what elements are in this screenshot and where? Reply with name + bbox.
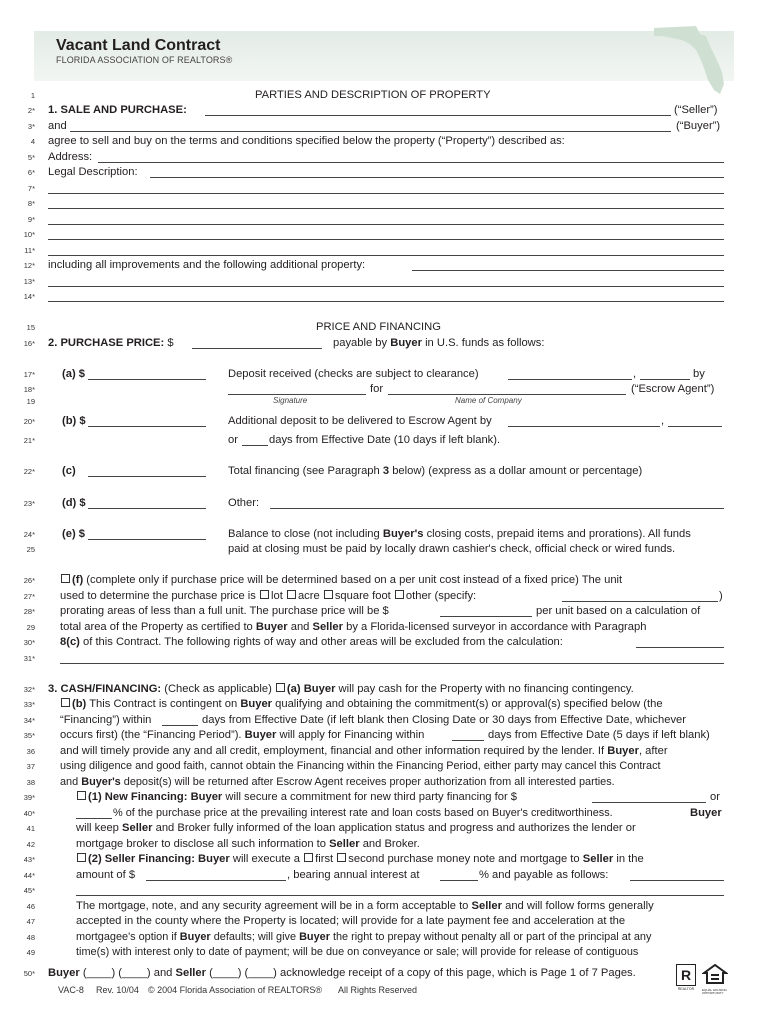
financing-text: days from Effective Date (if left blank then Closing Date or 30 days from Effective Date, whichever bbox=[202, 714, 686, 726]
realtor-logo-text: R bbox=[676, 964, 696, 986]
section-1-label: 1. SALE AND PURCHASE: bbox=[48, 104, 187, 116]
balance-e-amount-field[interactable] bbox=[88, 539, 206, 540]
seller-financing-text: amount of $ bbox=[76, 869, 136, 881]
second-label: second purchase money note and mortgage to bbox=[348, 853, 580, 865]
line-4 bbox=[0, 134, 770, 148]
line-number: 48 bbox=[26, 933, 35, 942]
line-2 bbox=[0, 103, 770, 117]
new-financing-text: and Broker fully informed of the loan application status and progress and authorizes the lender or bbox=[155, 822, 636, 834]
buyer-bold: Buyer bbox=[190, 791, 223, 803]
deposit-a-by-field[interactable] bbox=[640, 379, 690, 380]
line-29 bbox=[0, 620, 770, 634]
and-text: and bbox=[290, 621, 310, 633]
agree-text: agree to sell and buy on the terms and conditions specified below the property (“Property”) described as: bbox=[48, 135, 565, 147]
other-d-text: Other: bbox=[228, 497, 260, 509]
improvements-text: including all improvements and the following additional property: bbox=[48, 259, 366, 271]
form-subtitle: FLORIDA ASSOCIATION OF REALTORS® bbox=[56, 55, 233, 65]
and-text: and bbox=[153, 967, 173, 979]
seller-financing-amount-field[interactable] bbox=[146, 880, 286, 881]
line-number: 45* bbox=[23, 886, 35, 895]
line-6 bbox=[0, 165, 770, 179]
line-21 bbox=[0, 433, 770, 447]
buyer-bold: Buyer's bbox=[382, 528, 424, 540]
comma: , bbox=[661, 415, 665, 427]
payment-terms-field[interactable] bbox=[76, 895, 724, 896]
line-15 bbox=[0, 320, 770, 334]
line-number: 32* bbox=[23, 685, 35, 694]
other-unit-checkbox[interactable] bbox=[395, 590, 404, 599]
line-number: 2* bbox=[27, 106, 35, 115]
financing-c-text: below) (express as a dollar amount or percentage) bbox=[392, 465, 643, 477]
or-text: or bbox=[710, 791, 720, 803]
line-number: 26* bbox=[23, 576, 35, 585]
first-mortgage-checkbox[interactable] bbox=[304, 853, 313, 862]
per-unit-f-text: per unit based on a calculation of bbox=[536, 605, 701, 617]
balance-e-text: paid at closing must be paid by locally drawn cashier's check, official check or wired funds. bbox=[228, 543, 676, 555]
line-44 bbox=[0, 868, 770, 882]
financing-text: , after bbox=[638, 745, 668, 757]
line-9 bbox=[0, 212, 770, 226]
line-30 bbox=[0, 635, 770, 649]
line-35 bbox=[0, 728, 770, 742]
additional-property-field[interactable] bbox=[412, 270, 724, 271]
other-d-amount-field[interactable] bbox=[88, 508, 206, 509]
additional-property-field[interactable] bbox=[48, 286, 724, 287]
form-title: Vacant Land Contract bbox=[56, 37, 221, 54]
section-2-label: 2. PURCHASE PRICE: bbox=[48, 337, 165, 349]
financing-text: qualifying and obtaining the commitment(s) or approval(s) specified below (the bbox=[275, 698, 663, 710]
line-number: 50* bbox=[23, 969, 35, 978]
balance-e-text: Balance to close (not including bbox=[228, 528, 380, 540]
line-25 bbox=[0, 542, 770, 556]
line-45 bbox=[0, 883, 770, 897]
address-field[interactable] bbox=[98, 162, 724, 163]
deposit-b-text: Additional deposit to be delivered to Escrow Agent by bbox=[228, 415, 492, 427]
line-50 bbox=[0, 966, 770, 980]
financing-c-label: (c) bbox=[62, 465, 76, 477]
by-text: by bbox=[693, 368, 705, 380]
line-number: 25 bbox=[26, 545, 35, 554]
buyer-bold: Buyer bbox=[607, 745, 639, 757]
financing-text: and will timely provide any and all credit, employment, financial and other information required by the lender. If bbox=[60, 745, 605, 757]
signature-caption: Signature bbox=[273, 396, 308, 405]
seller-bold: Seller bbox=[582, 853, 614, 865]
line-7 bbox=[0, 181, 770, 195]
realtor-caption: REALTOR bbox=[677, 987, 695, 991]
for-text: for bbox=[370, 383, 384, 395]
line-number: 40* bbox=[23, 809, 35, 818]
line-number: 36 bbox=[26, 747, 35, 756]
financing-text: will apply for Financing within bbox=[279, 729, 425, 741]
line-42 bbox=[0, 837, 770, 851]
per-unit-f-text: of this Contract. The following rights of way and other areas will be excluded from the calculation: bbox=[83, 636, 563, 648]
line-number: 8* bbox=[27, 199, 35, 208]
line-number: 44* bbox=[23, 871, 35, 880]
mortgage-text: and will follow forms generally bbox=[505, 900, 654, 912]
cash-text: will pay cash for the Property with no financing contingency. bbox=[338, 683, 634, 695]
line-1 bbox=[0, 88, 770, 102]
line-number: 5* bbox=[27, 153, 35, 162]
financing-days-field[interactable] bbox=[162, 725, 198, 726]
financing-text: “Financing”) within bbox=[60, 714, 152, 726]
comma: , bbox=[633, 368, 637, 380]
line-number: 14* bbox=[23, 292, 35, 301]
price-heading: PRICE AND FINANCING bbox=[316, 321, 441, 333]
line-number: 19 bbox=[26, 397, 35, 406]
seller-financing-text: in the bbox=[616, 853, 644, 865]
purchase-price-field[interactable] bbox=[192, 348, 322, 349]
line-23 bbox=[0, 496, 770, 510]
revision: Rev. 10/04 bbox=[96, 985, 139, 995]
additional-property-field[interactable] bbox=[48, 301, 724, 302]
financing-text: using diligence and good faith, cannot obtain the Financing within the Financing Period, either party may cancel this Contract bbox=[60, 760, 661, 772]
balance-e-label: (e) $ bbox=[62, 528, 86, 540]
line-number: 43* bbox=[23, 855, 35, 864]
legal-description-label: Legal Description: bbox=[48, 166, 138, 178]
seller-financing-text: will execute a bbox=[232, 853, 301, 865]
line-number: 49 bbox=[26, 948, 35, 957]
line-40 bbox=[0, 806, 770, 820]
line-24 bbox=[0, 527, 770, 541]
section-3-label: 3. CASH/FINANCING: bbox=[48, 683, 162, 695]
line-number: 39* bbox=[23, 793, 35, 802]
mortgage-text: accepted in the county where the Property is located; will provide for a late payment fee and acceleration at the bbox=[76, 915, 626, 927]
line-number: 6* bbox=[27, 168, 35, 177]
acre-label: acre bbox=[297, 590, 320, 602]
new-financing-text: will secure a commitment for new third party financing for $ bbox=[225, 791, 518, 803]
acknowledge-text: acknowledge receipt of a copy of this page, which is Page 1 of 7 Pages. bbox=[280, 967, 636, 979]
line-10 bbox=[0, 227, 770, 241]
house-icon bbox=[702, 964, 728, 984]
line-number: 13* bbox=[23, 277, 35, 286]
line-number: 4 bbox=[30, 137, 35, 146]
option-a-label: (a) bbox=[286, 683, 301, 695]
escrow-agent-label: (“Escrow Agent”) bbox=[631, 383, 715, 395]
close-paren: ) bbox=[719, 590, 723, 602]
other-d-description-field[interactable] bbox=[270, 508, 724, 509]
lot-checkbox[interactable] bbox=[260, 590, 269, 599]
line-number: 28* bbox=[23, 607, 35, 616]
legal-description-field[interactable] bbox=[48, 208, 724, 209]
line-47 bbox=[0, 914, 770, 928]
line-34 bbox=[0, 713, 770, 727]
new-financing-text: % of the purchase price at the prevailing interest rate and loan costs based on Buyer's creditworthiness. bbox=[113, 807, 613, 819]
cash-checkbox[interactable] bbox=[276, 683, 285, 692]
deposit-b-amount-field[interactable] bbox=[88, 426, 206, 427]
line-number: 15 bbox=[26, 323, 35, 332]
line-16 bbox=[0, 336, 770, 350]
buyer-bold: Buyer bbox=[48, 967, 80, 979]
new-financing-text: and Broker. bbox=[362, 838, 420, 850]
company-caption: Name of Company bbox=[455, 396, 522, 405]
line-number: 20* bbox=[23, 417, 35, 426]
buyer-label: (“Buyer”) bbox=[676, 120, 721, 132]
line-13 bbox=[0, 274, 770, 288]
line-22 bbox=[0, 464, 770, 478]
line-number: 34* bbox=[23, 716, 35, 725]
buyer-name-field[interactable] bbox=[70, 131, 671, 132]
buyer-bold: Buyer bbox=[198, 853, 230, 865]
square-foot-label: square foot bbox=[334, 590, 391, 602]
per-unit-f-text: total area of the Property as certified to bbox=[60, 621, 253, 633]
line-number: 47 bbox=[26, 917, 35, 926]
line-31 bbox=[0, 651, 770, 665]
form-code: VAC-8 bbox=[58, 985, 84, 995]
deposit-a-label: (a) $ bbox=[62, 368, 86, 380]
other-unit-label: other (specify: bbox=[405, 590, 477, 602]
line-3 bbox=[0, 119, 770, 133]
financing-text: and bbox=[60, 776, 79, 788]
realtor-logo-icon bbox=[676, 964, 696, 990]
line-number: 17* bbox=[23, 370, 35, 379]
line-number: 30* bbox=[23, 638, 35, 647]
line-33 bbox=[0, 697, 770, 711]
deposit-a-amount-field[interactable] bbox=[88, 379, 206, 380]
seller-name-field[interactable] bbox=[205, 115, 671, 116]
line-number: 37 bbox=[26, 762, 35, 771]
line-48 bbox=[0, 930, 770, 944]
line-number: 24* bbox=[23, 530, 35, 539]
line-number: 12* bbox=[23, 261, 35, 270]
line-number: 46 bbox=[26, 902, 35, 911]
per-unit-f-text: prorating areas of less than a full unit. The purchase price will be $ bbox=[60, 605, 389, 617]
rights-reserved: All Rights Reserved bbox=[338, 985, 418, 995]
first-label: first bbox=[315, 853, 334, 865]
paragraph-ref: 8(c) bbox=[60, 636, 80, 648]
legal-description-field[interactable] bbox=[48, 193, 724, 194]
deposit-b-date-field[interactable] bbox=[508, 426, 660, 427]
line-41 bbox=[0, 821, 770, 835]
line-number: 3* bbox=[27, 122, 35, 131]
seller-financing-text: % and payable as follows: bbox=[479, 869, 609, 881]
parties-heading: PARTIES AND DESCRIPTION OF PROPERTY bbox=[255, 89, 491, 101]
line-number: 18* bbox=[23, 385, 35, 394]
deposit-b-days-field[interactable] bbox=[242, 445, 268, 446]
line-32 bbox=[0, 682, 770, 696]
seller-bold: Seller bbox=[175, 967, 206, 979]
line-5 bbox=[0, 150, 770, 164]
deposit-a-text: Deposit received (checks are subject to clearance) bbox=[228, 368, 479, 380]
balance-e-text: closing costs, prepaid items and prorations). All funds bbox=[426, 528, 691, 540]
line-38 bbox=[0, 775, 770, 789]
new-financing-label: (1) New Financing: bbox=[88, 791, 188, 803]
line-number: 33* bbox=[23, 700, 35, 709]
or-text: or bbox=[228, 434, 238, 446]
line-8 bbox=[0, 196, 770, 210]
per-unit-f-text: by a Florida-licensed surveyor in accordance with Paragraph bbox=[346, 621, 647, 633]
line-26 bbox=[0, 573, 770, 587]
excluded-areas-field[interactable] bbox=[60, 663, 724, 664]
financing-c-amount-field[interactable] bbox=[88, 476, 206, 477]
line-46 bbox=[0, 899, 770, 913]
legal-description-field[interactable] bbox=[48, 239, 724, 240]
line-number: 21* bbox=[23, 436, 35, 445]
seller-label: (“Seller”) bbox=[674, 104, 718, 116]
apply-days-field[interactable] bbox=[452, 740, 484, 741]
seller-financing-label: (2) Seller Financing: bbox=[88, 853, 195, 865]
financing-text: days from Effective Date (5 days if left blank) bbox=[488, 729, 710, 741]
deposit-b-year-field[interactable] bbox=[668, 426, 722, 427]
other-d-label: (d) $ bbox=[62, 497, 86, 509]
new-financing-amount-field[interactable] bbox=[592, 802, 706, 803]
buyer-bold: Buyer bbox=[255, 621, 288, 633]
copyright: © 2004 Florida Association of REALTORS® bbox=[148, 985, 323, 995]
line-number: 38 bbox=[26, 778, 35, 787]
buyer-bold: Buyer bbox=[303, 683, 336, 695]
line-43 bbox=[0, 852, 770, 866]
square-foot-checkbox[interactable] bbox=[324, 590, 333, 599]
payable-text: in U.S. funds as follows: bbox=[425, 337, 545, 349]
new-financing-text: will keep bbox=[76, 822, 119, 834]
financing-text: This Contract is contingent on bbox=[89, 698, 238, 710]
seller-initials-field[interactable]: (____) (____) bbox=[209, 967, 277, 979]
line-27 bbox=[0, 589, 770, 603]
deposit-a-check-field[interactable] bbox=[508, 379, 632, 380]
deposit-b-days-text: days from Effective Date (10 days if left blank). bbox=[269, 434, 501, 446]
payable-text: payable by bbox=[333, 337, 388, 349]
financing-checkbox[interactable] bbox=[61, 698, 70, 707]
buyer-bold: Buyer bbox=[240, 698, 273, 710]
line-20 bbox=[0, 414, 770, 428]
buyer-initials-field[interactable]: (____) (____) bbox=[82, 967, 151, 979]
option-b-label: (b) bbox=[72, 698, 87, 710]
line-number: 35* bbox=[23, 731, 35, 740]
mortgage-text: time(s) with interest only to date of payment; will be due on conveyance or sale; will provide for release of contiguous bbox=[76, 946, 639, 958]
lot-label: lot bbox=[271, 590, 283, 602]
line-number: 42 bbox=[26, 840, 35, 849]
new-financing-percent-field[interactable] bbox=[76, 818, 112, 819]
line-number: 9* bbox=[27, 215, 35, 224]
line-36 bbox=[0, 744, 770, 758]
price-per-unit-field[interactable] bbox=[440, 616, 532, 617]
eho-caption: EQUAL HOUSING OPPORTUNITY bbox=[702, 988, 727, 995]
buyer-bold: Buyer bbox=[299, 931, 330, 943]
mortgage-text: mortgagee's option if bbox=[76, 931, 177, 943]
line-14 bbox=[0, 289, 770, 303]
excluded-areas-field[interactable] bbox=[636, 647, 724, 648]
line-number: 29 bbox=[26, 623, 35, 632]
per-unit-f-text: (complete only if purchase price will be determined based on a per unit cost instead of a fixed price) The unit bbox=[86, 574, 623, 586]
new-financing-text: mortgage broker to disclose all such information to bbox=[76, 838, 326, 850]
line-19 bbox=[0, 394, 770, 408]
financing-text: occurs first) (the “Financing Period”). bbox=[60, 729, 242, 741]
and-text: and bbox=[48, 120, 67, 132]
legal-description-field[interactable] bbox=[150, 177, 724, 178]
buyer-bold: Buyer's bbox=[81, 776, 121, 788]
line-number: 41 bbox=[26, 824, 35, 833]
line-number: 31* bbox=[23, 654, 35, 663]
legal-description-field[interactable] bbox=[48, 255, 724, 256]
mortgage-text: The mortgage, note, and any security agreement will be in a form acceptable to bbox=[76, 900, 469, 912]
seller-bold: Seller bbox=[122, 822, 153, 834]
address-label: Address: bbox=[48, 151, 93, 163]
acre-checkbox[interactable] bbox=[287, 590, 296, 599]
second-mortgage-checkbox[interactable] bbox=[337, 853, 346, 862]
line-number: 16* bbox=[23, 339, 35, 348]
buyer-bold: Buyer bbox=[390, 337, 422, 349]
seller-bold: Seller bbox=[312, 621, 343, 633]
seller-bold: Seller bbox=[329, 838, 360, 850]
interest-rate-field[interactable] bbox=[440, 880, 478, 881]
buyer-bold: Buyer bbox=[690, 807, 722, 819]
per-unit-f-text: used to determine the purchase price is bbox=[60, 590, 256, 602]
line-17 bbox=[0, 367, 770, 381]
new-financing-checkbox[interactable] bbox=[77, 791, 86, 800]
line-number: 23* bbox=[23, 499, 35, 508]
line-number: 7* bbox=[27, 184, 35, 193]
legal-description-field[interactable] bbox=[48, 224, 724, 225]
line-37 bbox=[0, 759, 770, 773]
financing-c-text: Total financing (see Paragraph bbox=[228, 465, 380, 477]
seller-bold: Seller bbox=[471, 900, 502, 912]
dollar-sign: $ bbox=[167, 337, 174, 349]
buyer-bold: Buyer bbox=[244, 729, 277, 741]
line-number: 11* bbox=[24, 246, 35, 255]
line-number: 27* bbox=[23, 592, 35, 601]
payment-terms-field[interactable] bbox=[630, 880, 724, 881]
paragraph-ref: 3 bbox=[382, 465, 390, 477]
equal-housing-icon bbox=[702, 964, 732, 995]
line-11 bbox=[0, 243, 770, 257]
buyer-bold: Buyer bbox=[179, 931, 211, 943]
line-number: 10* bbox=[23, 230, 35, 239]
deposit-b-label: (b) $ bbox=[62, 415, 86, 427]
line-12 bbox=[0, 258, 770, 272]
line-28 bbox=[0, 604, 770, 618]
check-applicable-text: (Check as applicable) bbox=[164, 683, 272, 695]
per-unit-f-label: (f) bbox=[72, 574, 84, 586]
line-49 bbox=[0, 945, 770, 959]
line-number: 22* bbox=[23, 467, 35, 476]
mortgage-text: defaults; will give bbox=[213, 931, 297, 943]
seller-financing-text: , bearing annual interest at bbox=[287, 869, 420, 881]
other-unit-field[interactable] bbox=[562, 601, 718, 602]
mortgage-text: the right to prepay without penalty all or part of the principal at any bbox=[332, 931, 652, 943]
line-number: 1 bbox=[30, 91, 35, 100]
line-39 bbox=[0, 790, 770, 804]
financing-text: deposit(s) will be returned after Escrow Agent receives proper authorization from all interested parties. bbox=[123, 776, 615, 788]
per-unit-checkbox[interactable] bbox=[61, 574, 70, 583]
seller-financing-checkbox[interactable] bbox=[77, 853, 86, 862]
